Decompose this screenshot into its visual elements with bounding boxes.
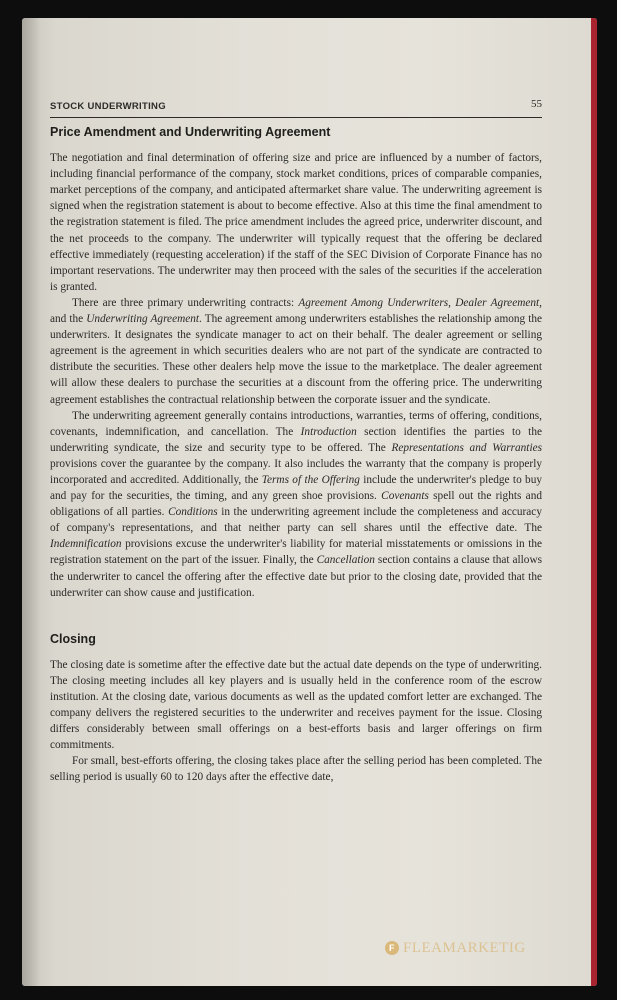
italic-term: Cancellation bbox=[316, 554, 375, 567]
italic-term: Indemnification bbox=[50, 538, 122, 551]
text-segment: section contains a clause that allows the underwriter to cancel the offering after the effective date but prior to the closing date, provided that the underwriter can show cause and justification. bbox=[50, 554, 543, 599]
text-segment: . The agreement among underwriters establishes the relationship among the underwriters. It designates the syndicate manager to act on their behalf. The dealer agreement or selling agreement is the agreement in which securities dealers who are not part of the syndicate are contracted to distribute the securities. These other dealers help move the issue to the marketplace. The dealer agreement will allow these dealers to purchase the securities at a discount from the offering price. The underwriting agreement establishes the contractual relationship between the corporate issuer and the syndicate. bbox=[50, 313, 543, 406]
italic-term: Representations and Warranties bbox=[391, 441, 542, 454]
text-segment: There are three primary underwriting contracts: bbox=[72, 296, 299, 309]
red-page-edge bbox=[591, 18, 597, 986]
text-segment: include the underwriter's pledge to buy and pay for the securities, the timing, and any green shoe provisions. bbox=[50, 473, 543, 503]
running-head: STOCK UNDERWRITING bbox=[50, 101, 166, 112]
watermark-badge-icon: F bbox=[385, 941, 399, 955]
watermark bbox=[385, 938, 526, 958]
text-segment: provisions excuse the underwriter's liability for material misstatements or omissions in the registration statement on the part of the issuer. Finally, the bbox=[50, 538, 542, 567]
header-rule bbox=[50, 117, 542, 118]
italic-term: Introduction bbox=[300, 425, 357, 438]
book-page bbox=[22, 18, 597, 986]
paragraph-2 bbox=[50, 295, 542, 408]
italic-term: Agreement Among Underwriters, Dealer Agreement, bbox=[298, 296, 542, 309]
italic-term: Covenants bbox=[381, 490, 429, 503]
paragraph-1: The negotiation and final determination of offering size and price are influenced by a number of factors, including financial performance of the company, stock market conditions, prices of comparable companies, market perceptions of the company, and anticipated aftermarket share value. The underwriting agreement is signed when the registration statement is about to become effective. Also at this time the final amendment to the registration statement is filed. The price amendment includes the agreed price, underwriter discount, and the net proceeds to the company. The underwriter will typically request that the offering be declared effective immediately (requesting acceleration) if the staff of the SEC Division of Corporate Finance has no important reservations. The underwriter may then proceed with the sales of the securities if the acceleration is granted. bbox=[50, 152, 542, 293]
text-segment: spell out the rights and obligations of all parties. bbox=[50, 490, 542, 519]
paragraph-4: The closing date is sometime after the effective date but the actual date depends on the type of underwriting. The closing meeting includes all key players and is usually held in the conference room of the escrow institution. At the closing date, various documents as well as the updated comfort letter are exchanged. The company delivers the registered securities to the underwriter and receives payment for the issue. Closing differs considerably between small offerings on a best-efforts basis and larger offerings on firm commitments. bbox=[50, 658, 542, 752]
paragraph-3 bbox=[50, 408, 542, 601]
watermark-text: FLEAMARKETIG bbox=[403, 939, 526, 956]
italic-term: Conditions bbox=[168, 506, 218, 519]
page-number: 55 bbox=[531, 98, 542, 110]
text-segment: The underwriting agreement generally contains introductions, warranties, terms of offering, conditions, covenants, indemnification, and cancellation. The bbox=[50, 409, 542, 438]
section-heading-price-amendment: Price Amendment and Underwriting Agreement bbox=[50, 125, 331, 139]
italic-term: Underwriting Agreement bbox=[86, 313, 200, 326]
text-segment: and the bbox=[50, 313, 87, 326]
page-content bbox=[50, 124, 542, 786]
text-segment: in the underwriting agreement include the completeness and accuracy of company's representations, and that neither party can sell shares until the effective date. The bbox=[50, 506, 542, 535]
paragraph-5: For small, best-efforts offering, the closing takes place after the selling period has been completed. The selling period is usually 60 to 120 days after the effective date, bbox=[50, 755, 542, 784]
section-heading-closing: Closing bbox=[50, 631, 96, 646]
text-segment: section identifies the parties to the underwriting syndicate, the size and security type to be offered. The bbox=[50, 425, 542, 454]
text-segment: provisions cover the guarantee by the company. It also includes the warranty that the company is properly incorporated and accredited. Additionally, the bbox=[50, 457, 542, 486]
page-header bbox=[50, 78, 542, 118]
italic-term: Terms of the Offering bbox=[261, 473, 360, 486]
